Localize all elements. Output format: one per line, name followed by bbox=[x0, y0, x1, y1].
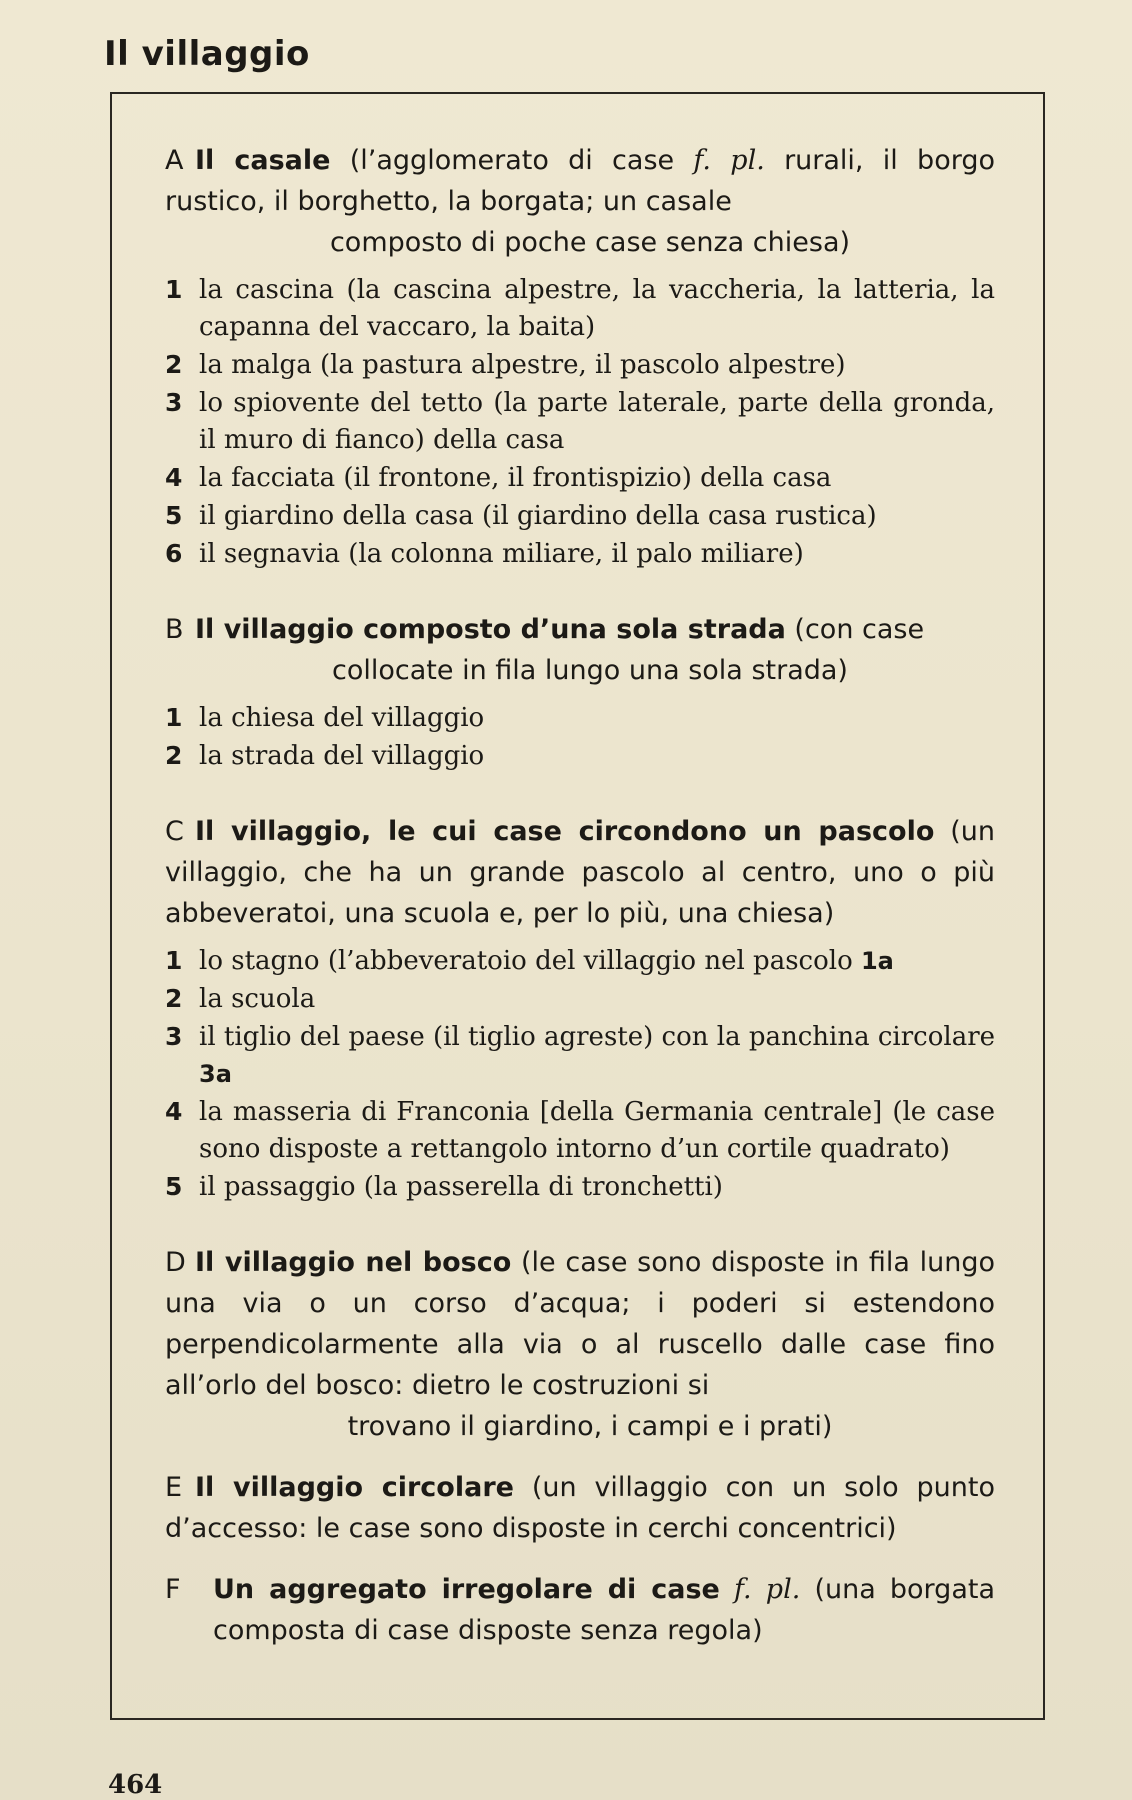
item-text: la chiesa del villaggio bbox=[199, 703, 485, 733]
item-text: il passaggio (la passerella di tronchetti) bbox=[199, 1172, 723, 1202]
item-reference: 3a bbox=[199, 1060, 232, 1088]
list-item bbox=[165, 1168, 995, 1206]
list-item bbox=[165, 942, 995, 980]
item-text: la facciata (il frontone, il frontispizio) della casa bbox=[199, 463, 832, 493]
section-a-heading bbox=[165, 140, 995, 263]
list-item bbox=[165, 384, 995, 459]
section-f-heading bbox=[165, 1569, 995, 1651]
section-b-title: Il villaggio composto d’una sola strada bbox=[195, 614, 786, 645]
section-d-desc-2: trovano il giardino, i campi e i prati) bbox=[347, 1411, 833, 1442]
running-title: Il villaggio bbox=[104, 34, 310, 74]
section-e-title: Il villaggio circolare bbox=[195, 1472, 514, 1503]
list-item bbox=[165, 497, 995, 535]
item-text: il segnavia (la colonna miliare, il palo miliare) bbox=[199, 539, 804, 569]
section-b-list bbox=[165, 699, 995, 775]
section-a-desc-3: composto di poche case senza chiesa) bbox=[329, 227, 851, 258]
section-c-list bbox=[165, 942, 995, 1206]
item-number: 1 bbox=[165, 946, 183, 975]
item-number: 3 bbox=[165, 1022, 183, 1051]
section-d bbox=[165, 1242, 995, 1447]
page-number: 464 bbox=[108, 1770, 163, 1800]
section-a-list bbox=[165, 271, 995, 573]
item-number: 2 bbox=[165, 741, 183, 770]
item-number: 2 bbox=[165, 984, 183, 1013]
item-number: 5 bbox=[165, 1172, 183, 1201]
list-item bbox=[165, 737, 995, 775]
section-a-desc-2: rurali, il borgo rustico, il borghetto, la borgata; un casale bbox=[165, 145, 995, 217]
item-number: 4 bbox=[165, 463, 183, 492]
section-b bbox=[165, 609, 995, 775]
section-a bbox=[165, 140, 995, 573]
section-e-heading bbox=[165, 1467, 995, 1549]
list-item bbox=[165, 980, 995, 1018]
section-a-letter: A bbox=[165, 145, 184, 176]
item-number: 4 bbox=[165, 1097, 183, 1126]
item-text: il giardino della casa (il giardino della casa rustica) bbox=[199, 501, 877, 531]
section-b-letter: B bbox=[165, 614, 184, 645]
item-text: la masseria di Franconia [della Germania centrale] (le case sono disposte a rettangolo intorno d’un cortile quadrato) bbox=[199, 1097, 995, 1164]
section-f-letter: F bbox=[165, 1574, 181, 1605]
item-number: 1 bbox=[165, 275, 183, 304]
item-number: 6 bbox=[165, 539, 183, 568]
item-text: la scuola bbox=[199, 984, 316, 1014]
item-number: 5 bbox=[165, 501, 183, 530]
section-b-desc-1: (con case bbox=[785, 614, 925, 645]
item-text: la malga (la pastura alpestre, il pascolo alpestre) bbox=[199, 350, 846, 380]
item-text: la cascina (la cascina alpestre, la vaccheria, la latteria, la capanna del vaccaro, la baita) bbox=[199, 275, 995, 342]
list-item bbox=[165, 1093, 995, 1168]
section-c-desc: (un villaggio, che ha un grande pascolo al centro, uno o più abbeveratoi, una scuola e, per lo più, una chiesa) bbox=[165, 816, 995, 929]
list-item bbox=[165, 699, 995, 737]
section-b-desc-2: collocate in fila lungo una sola strada) bbox=[332, 655, 848, 686]
section-c-heading bbox=[165, 811, 995, 934]
section-c bbox=[165, 811, 995, 1206]
section-f-abbr: f. pl. bbox=[734, 1574, 801, 1605]
section-e bbox=[165, 1467, 995, 1549]
item-text: la strada del villaggio bbox=[199, 741, 485, 771]
content-body bbox=[165, 140, 995, 1651]
section-c-title: Il villaggio, le cui case circondono un pascolo bbox=[195, 816, 935, 847]
item-number: 2 bbox=[165, 350, 183, 379]
section-f-desc: (una borgata composta di case disposte senza regola) bbox=[213, 1574, 995, 1646]
item-text: lo spiovente del tetto (la parte laterale, parte della gronda, il muro di fianco) della casa bbox=[199, 388, 995, 455]
item-text: il tiglio del paese (il tiglio agreste) con la panchina circolare bbox=[199, 1022, 996, 1052]
list-item bbox=[165, 1018, 995, 1093]
item-number: 1 bbox=[165, 703, 183, 732]
section-e-letter: E bbox=[165, 1472, 183, 1503]
list-item bbox=[165, 271, 995, 346]
item-reference: 1a bbox=[860, 947, 894, 975]
list-item bbox=[165, 459, 995, 497]
section-a-abbr: f. pl. bbox=[693, 145, 765, 176]
list-item bbox=[165, 346, 995, 384]
section-c-letter: C bbox=[165, 816, 184, 847]
section-a-desc-1: (l’agglomerato di case bbox=[330, 145, 694, 176]
section-f bbox=[165, 1569, 995, 1651]
section-f-title: Un aggregato irregolare di case bbox=[213, 1574, 720, 1605]
section-d-heading bbox=[165, 1242, 995, 1447]
item-text: lo stagno (l’abbeveratoio del villaggio nel pascolo bbox=[199, 946, 861, 976]
section-e-desc: (un villaggio con un solo punto d’accesso: le case sono disposte in cerchi concentrici) bbox=[165, 1472, 996, 1544]
list-item bbox=[165, 535, 995, 573]
item-number: 3 bbox=[165, 388, 183, 417]
section-d-letter: D bbox=[165, 1247, 186, 1278]
section-a-title: Il casale bbox=[195, 145, 331, 176]
section-d-desc-1: (le case sono disposte in fila lungo una via o un corso d’acqua; i poderi si estendono perpendicolarmente alla via o al ruscello dalle case fino all’orlo del bosco: dietro le costruzioni si bbox=[165, 1247, 995, 1401]
section-d-title: Il villaggio nel bosco bbox=[195, 1247, 512, 1278]
section-b-heading bbox=[165, 609, 995, 691]
